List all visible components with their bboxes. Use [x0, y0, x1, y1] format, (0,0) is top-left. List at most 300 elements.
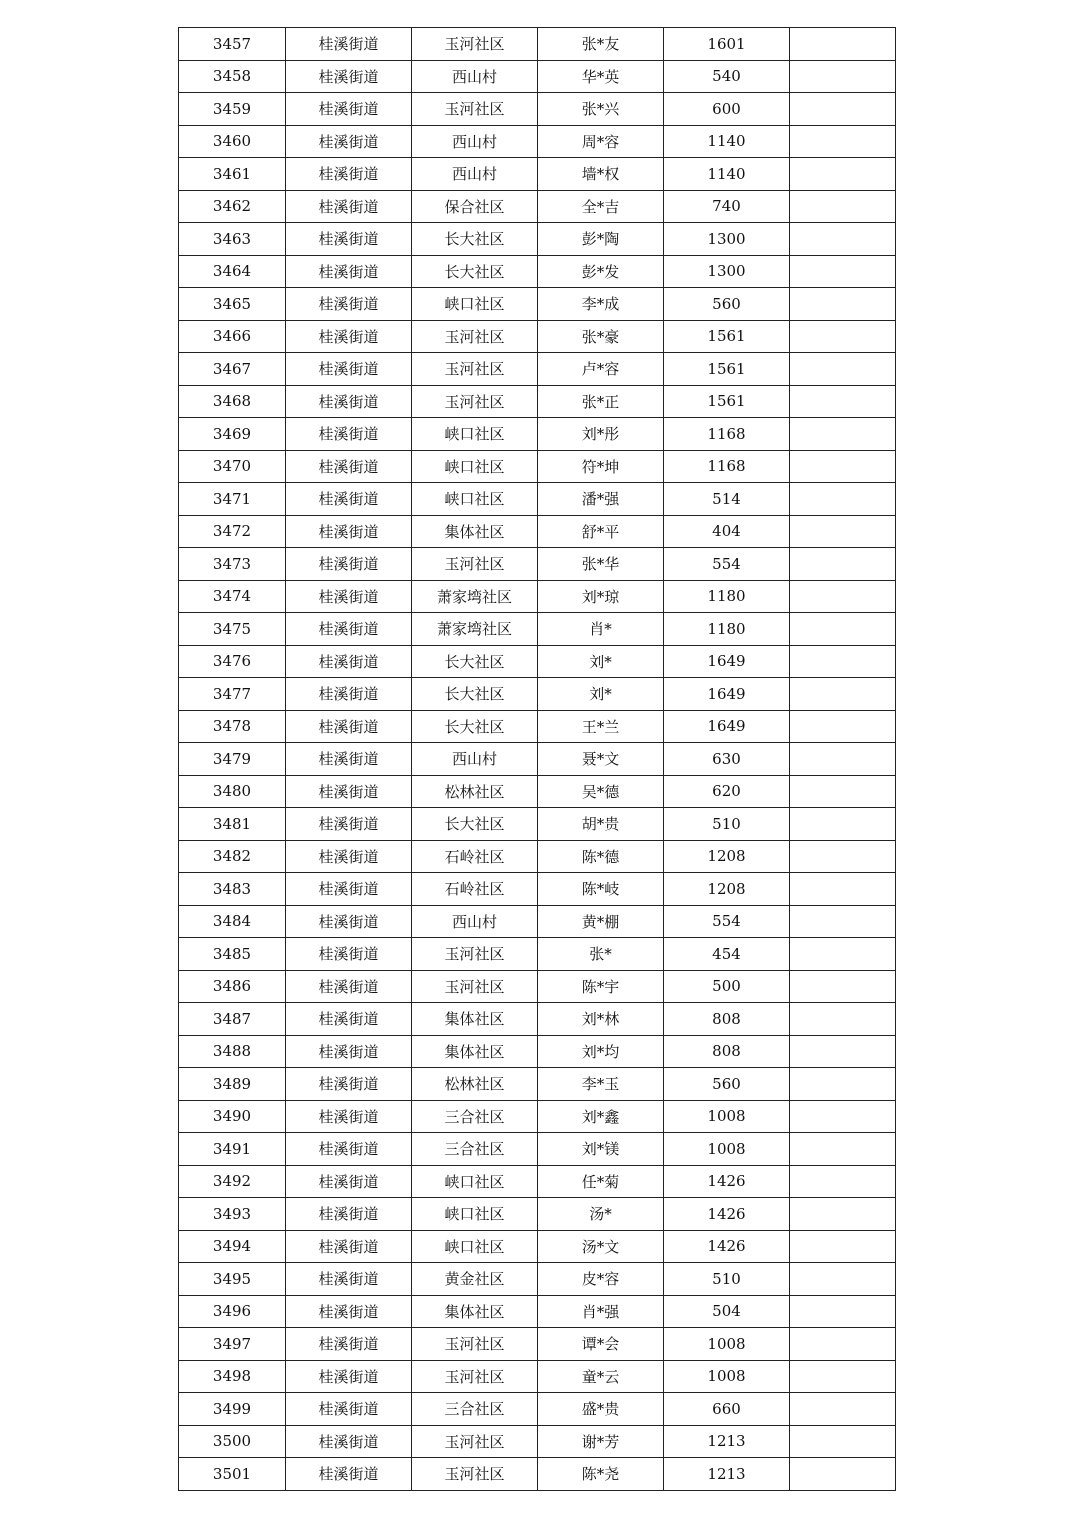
cell-name: 刘*鑫 [538, 1100, 664, 1133]
cell-name: 刘* [538, 678, 664, 711]
cell-amount: 404 [664, 515, 790, 548]
cell-name: 陈*德 [538, 840, 664, 873]
cell-serial-number: 3492 [179, 1165, 286, 1198]
cell-community: 玉河社区 [412, 385, 538, 418]
cell-remark [790, 255, 896, 288]
table-row [179, 1165, 896, 1198]
cell-serial-number: 3466 [179, 320, 286, 353]
cell-name: 肖* [538, 613, 664, 646]
table-row [179, 320, 896, 353]
cell-remark [790, 873, 896, 906]
cell-name: 彭*发 [538, 255, 664, 288]
table-row [179, 1003, 896, 1036]
cell-community: 玉河社区 [412, 353, 538, 386]
cell-street: 桂溪街道 [286, 288, 412, 321]
table-row [179, 645, 896, 678]
cell-serial-number: 3479 [179, 743, 286, 776]
table-row [179, 483, 896, 516]
cell-community: 玉河社区 [412, 970, 538, 1003]
cell-remark [790, 1328, 896, 1361]
cell-street: 桂溪街道 [286, 125, 412, 158]
cell-amount: 620 [664, 775, 790, 808]
table-row [179, 28, 896, 61]
cell-serial-number: 3469 [179, 418, 286, 451]
cell-community: 峡口社区 [412, 450, 538, 483]
cell-name: 聂*文 [538, 743, 664, 776]
table-row [179, 1133, 896, 1166]
cell-serial-number: 3477 [179, 678, 286, 711]
cell-serial-number: 3471 [179, 483, 286, 516]
cell-amount: 1008 [664, 1360, 790, 1393]
cell-street: 桂溪街道 [286, 223, 412, 256]
cell-name: 汤*文 [538, 1230, 664, 1263]
cell-amount: 808 [664, 1003, 790, 1036]
cell-amount: 1426 [664, 1165, 790, 1198]
cell-name: 符*坤 [538, 450, 664, 483]
cell-community: 集体社区 [412, 1035, 538, 1068]
cell-name: 舒*平 [538, 515, 664, 548]
cell-name: 刘*彤 [538, 418, 664, 451]
cell-remark [790, 320, 896, 353]
cell-amount: 554 [664, 548, 790, 581]
cell-remark [790, 223, 896, 256]
cell-community: 西山村 [412, 60, 538, 93]
cell-street: 桂溪街道 [286, 645, 412, 678]
cell-amount: 1426 [664, 1230, 790, 1263]
cell-remark [790, 483, 896, 516]
cell-amount: 1649 [664, 710, 790, 743]
cell-amount: 1140 [664, 158, 790, 191]
table-row [179, 418, 896, 451]
cell-remark [790, 450, 896, 483]
table-row [179, 190, 896, 223]
cell-remark [790, 548, 896, 581]
cell-community: 西山村 [412, 905, 538, 938]
table-row [179, 1393, 896, 1426]
cell-amount: 560 [664, 288, 790, 321]
cell-remark [790, 970, 896, 1003]
cell-serial-number: 3473 [179, 548, 286, 581]
cell-name: 谭*会 [538, 1328, 664, 1361]
cell-name: 张*兴 [538, 93, 664, 126]
table-row [179, 385, 896, 418]
cell-street: 桂溪街道 [286, 970, 412, 1003]
cell-street: 桂溪街道 [286, 808, 412, 841]
cell-serial-number: 3495 [179, 1263, 286, 1296]
cell-remark [790, 710, 896, 743]
cell-amount: 1213 [664, 1425, 790, 1458]
cell-amount: 1561 [664, 385, 790, 418]
cell-serial-number: 3462 [179, 190, 286, 223]
cell-amount: 1300 [664, 223, 790, 256]
table-row [179, 743, 896, 776]
cell-street: 桂溪街道 [286, 1425, 412, 1458]
cell-remark [790, 1003, 896, 1036]
cell-community: 峡口社区 [412, 483, 538, 516]
cell-street: 桂溪街道 [286, 938, 412, 971]
cell-amount: 600 [664, 93, 790, 126]
cell-serial-number: 3480 [179, 775, 286, 808]
cell-name: 周*容 [538, 125, 664, 158]
table-row [179, 60, 896, 93]
cell-serial-number: 3475 [179, 613, 286, 646]
table-row [179, 1100, 896, 1133]
cell-amount: 1561 [664, 353, 790, 386]
cell-street: 桂溪街道 [286, 1328, 412, 1361]
cell-remark [790, 840, 896, 873]
cell-community: 石岭社区 [412, 840, 538, 873]
cell-remark [790, 645, 896, 678]
cell-remark [790, 775, 896, 808]
cell-street: 桂溪街道 [286, 353, 412, 386]
table-row [179, 93, 896, 126]
cell-name: 彭*陶 [538, 223, 664, 256]
cell-name: 张*豪 [538, 320, 664, 353]
cell-amount: 1008 [664, 1328, 790, 1361]
cell-remark [790, 418, 896, 451]
cell-serial-number: 3501 [179, 1458, 286, 1491]
cell-amount: 1649 [664, 645, 790, 678]
cell-community: 玉河社区 [412, 93, 538, 126]
cell-serial-number: 3491 [179, 1133, 286, 1166]
cell-street: 桂溪街道 [286, 1295, 412, 1328]
cell-serial-number: 3484 [179, 905, 286, 938]
cell-community: 石岭社区 [412, 873, 538, 906]
cell-community: 长大社区 [412, 255, 538, 288]
table-row [179, 580, 896, 613]
cell-amount: 1213 [664, 1458, 790, 1491]
cell-remark [790, 678, 896, 711]
cell-remark [790, 580, 896, 613]
cell-street: 桂溪街道 [286, 1100, 412, 1133]
cell-remark [790, 93, 896, 126]
cell-community: 长大社区 [412, 645, 538, 678]
cell-name: 华*英 [538, 60, 664, 93]
cell-name: 皮*容 [538, 1263, 664, 1296]
cell-name: 张*正 [538, 385, 664, 418]
cell-community: 长大社区 [412, 678, 538, 711]
cell-serial-number: 3483 [179, 873, 286, 906]
table-row [179, 808, 896, 841]
cell-community: 峡口社区 [412, 1230, 538, 1263]
cell-community: 峡口社区 [412, 1198, 538, 1231]
cell-community: 西山村 [412, 743, 538, 776]
cell-street: 桂溪街道 [286, 1263, 412, 1296]
cell-serial-number: 3482 [179, 840, 286, 873]
cell-name: 陈*岐 [538, 873, 664, 906]
cell-serial-number: 3476 [179, 645, 286, 678]
table-row [179, 1230, 896, 1263]
cell-remark [790, 1393, 896, 1426]
cell-amount: 504 [664, 1295, 790, 1328]
cell-remark [790, 288, 896, 321]
cell-street: 桂溪街道 [286, 483, 412, 516]
table-row [179, 158, 896, 191]
cell-street: 桂溪街道 [286, 1003, 412, 1036]
cell-serial-number: 3500 [179, 1425, 286, 1458]
cell-street: 桂溪街道 [286, 28, 412, 61]
records-table [178, 27, 896, 1491]
table-row [179, 288, 896, 321]
cell-community: 集体社区 [412, 515, 538, 548]
cell-remark [790, 1360, 896, 1393]
cell-remark [790, 743, 896, 776]
cell-amount: 660 [664, 1393, 790, 1426]
table-row [179, 710, 896, 743]
cell-amount: 1168 [664, 450, 790, 483]
table-row [179, 125, 896, 158]
cell-remark [790, 905, 896, 938]
cell-amount: 808 [664, 1035, 790, 1068]
table-row [179, 223, 896, 256]
cell-amount: 540 [664, 60, 790, 93]
cell-street: 桂溪街道 [286, 678, 412, 711]
cell-serial-number: 3457 [179, 28, 286, 61]
cell-name: 刘* [538, 645, 664, 678]
cell-serial-number: 3497 [179, 1328, 286, 1361]
cell-name: 潘*强 [538, 483, 664, 516]
cell-community: 集体社区 [412, 1295, 538, 1328]
table-row [179, 1458, 896, 1491]
cell-name: 张*华 [538, 548, 664, 581]
cell-street: 桂溪街道 [286, 1198, 412, 1231]
cell-serial-number: 3474 [179, 580, 286, 613]
table-row [179, 255, 896, 288]
cell-serial-number: 3458 [179, 60, 286, 93]
cell-street: 桂溪街道 [286, 385, 412, 418]
cell-amount: 1561 [664, 320, 790, 353]
cell-amount: 1601 [664, 28, 790, 61]
cell-amount: 454 [664, 938, 790, 971]
table-row [179, 840, 896, 873]
cell-name: 李*成 [538, 288, 664, 321]
cell-street: 桂溪街道 [286, 873, 412, 906]
cell-street: 桂溪街道 [286, 580, 412, 613]
cell-amount: 1649 [664, 678, 790, 711]
table-row [179, 1035, 896, 1068]
table-row [179, 1425, 896, 1458]
cell-serial-number: 3465 [179, 288, 286, 321]
cell-remark [790, 1425, 896, 1458]
cell-amount: 510 [664, 1263, 790, 1296]
cell-amount: 1008 [664, 1100, 790, 1133]
cell-street: 桂溪街道 [286, 548, 412, 581]
cell-remark [790, 1295, 896, 1328]
cell-community: 峡口社区 [412, 288, 538, 321]
cell-amount: 740 [664, 190, 790, 223]
cell-street: 桂溪街道 [286, 840, 412, 873]
table-row [179, 1198, 896, 1231]
cell-amount: 1180 [664, 580, 790, 613]
cell-serial-number: 3481 [179, 808, 286, 841]
cell-remark [790, 938, 896, 971]
cell-community: 长大社区 [412, 808, 538, 841]
cell-community: 玉河社区 [412, 1328, 538, 1361]
cell-remark [790, 1458, 896, 1491]
table-row [179, 515, 896, 548]
cell-street: 桂溪街道 [286, 1165, 412, 1198]
cell-community: 玉河社区 [412, 548, 538, 581]
cell-street: 桂溪街道 [286, 743, 412, 776]
cell-community: 萧家塆社区 [412, 580, 538, 613]
cell-name: 刘*林 [538, 1003, 664, 1036]
cell-amount: 1008 [664, 1133, 790, 1166]
cell-name: 谢*芳 [538, 1425, 664, 1458]
records-table-body [179, 28, 896, 1491]
cell-community: 松林社区 [412, 1068, 538, 1101]
cell-serial-number: 3468 [179, 385, 286, 418]
table-row [179, 548, 896, 581]
cell-serial-number: 3461 [179, 158, 286, 191]
cell-street: 桂溪街道 [286, 710, 412, 743]
cell-name: 李*玉 [538, 1068, 664, 1101]
cell-remark [790, 1165, 896, 1198]
cell-serial-number: 3464 [179, 255, 286, 288]
cell-remark [790, 1263, 896, 1296]
cell-community: 西山村 [412, 158, 538, 191]
cell-community: 玉河社区 [412, 320, 538, 353]
cell-remark [790, 28, 896, 61]
cell-serial-number: 3496 [179, 1295, 286, 1328]
cell-name: 黄*棚 [538, 905, 664, 938]
cell-street: 桂溪街道 [286, 418, 412, 451]
cell-amount: 500 [664, 970, 790, 1003]
table-row [179, 1295, 896, 1328]
cell-amount: 1300 [664, 255, 790, 288]
cell-name: 张* [538, 938, 664, 971]
cell-amount: 1208 [664, 873, 790, 906]
cell-community: 保合社区 [412, 190, 538, 223]
cell-remark [790, 385, 896, 418]
cell-street: 桂溪街道 [286, 450, 412, 483]
cell-name: 陈*宇 [538, 970, 664, 1003]
cell-amount: 1426 [664, 1198, 790, 1231]
table-row [179, 1328, 896, 1361]
cell-community: 玉河社区 [412, 1458, 538, 1491]
cell-name: 胡*贵 [538, 808, 664, 841]
cell-name: 王*兰 [538, 710, 664, 743]
cell-serial-number: 3478 [179, 710, 286, 743]
cell-community: 三合社区 [412, 1133, 538, 1166]
table-row [179, 938, 896, 971]
cell-serial-number: 3486 [179, 970, 286, 1003]
cell-serial-number: 3490 [179, 1100, 286, 1133]
cell-name: 童*云 [538, 1360, 664, 1393]
cell-street: 桂溪街道 [286, 1035, 412, 1068]
cell-remark [790, 1230, 896, 1263]
cell-community: 玉河社区 [412, 938, 538, 971]
cell-remark [790, 60, 896, 93]
cell-remark [790, 1100, 896, 1133]
cell-serial-number: 3499 [179, 1393, 286, 1426]
cell-street: 桂溪街道 [286, 1393, 412, 1426]
cell-serial-number: 3460 [179, 125, 286, 158]
cell-name: 任*菊 [538, 1165, 664, 1198]
cell-name: 张*友 [538, 28, 664, 61]
cell-name: 墙*权 [538, 158, 664, 191]
cell-serial-number: 3470 [179, 450, 286, 483]
cell-amount: 554 [664, 905, 790, 938]
cell-community: 峡口社区 [412, 418, 538, 451]
table-row [179, 970, 896, 1003]
cell-name: 刘*镁 [538, 1133, 664, 1166]
cell-name: 刘*琼 [538, 580, 664, 613]
table-row [179, 905, 896, 938]
cell-community: 长大社区 [412, 223, 538, 256]
cell-remark [790, 1035, 896, 1068]
cell-name: 刘*均 [538, 1035, 664, 1068]
table-row [179, 353, 896, 386]
table-row [179, 450, 896, 483]
cell-serial-number: 3494 [179, 1230, 286, 1263]
table-row [179, 775, 896, 808]
cell-name: 吴*德 [538, 775, 664, 808]
cell-street: 桂溪街道 [286, 1360, 412, 1393]
table-row [179, 873, 896, 906]
cell-street: 桂溪街道 [286, 255, 412, 288]
cell-community: 玉河社区 [412, 28, 538, 61]
cell-community: 三合社区 [412, 1393, 538, 1426]
cell-community: 西山村 [412, 125, 538, 158]
cell-name: 肖*强 [538, 1295, 664, 1328]
cell-remark [790, 1068, 896, 1101]
cell-street: 桂溪街道 [286, 515, 412, 548]
cell-amount: 1208 [664, 840, 790, 873]
cell-street: 桂溪街道 [286, 1133, 412, 1166]
cell-community: 萧家塆社区 [412, 613, 538, 646]
cell-remark [790, 1133, 896, 1166]
cell-name: 盛*贵 [538, 1393, 664, 1426]
cell-street: 桂溪街道 [286, 1068, 412, 1101]
cell-community: 三合社区 [412, 1100, 538, 1133]
cell-remark [790, 613, 896, 646]
cell-remark [790, 808, 896, 841]
cell-serial-number: 3487 [179, 1003, 286, 1036]
cell-community: 玉河社区 [412, 1360, 538, 1393]
cell-amount: 1140 [664, 125, 790, 158]
cell-community: 峡口社区 [412, 1165, 538, 1198]
table-row [179, 1263, 896, 1296]
cell-remark [790, 190, 896, 223]
cell-remark [790, 353, 896, 386]
cell-street: 桂溪街道 [286, 905, 412, 938]
cell-name: 全*吉 [538, 190, 664, 223]
cell-serial-number: 3493 [179, 1198, 286, 1231]
cell-serial-number: 3485 [179, 938, 286, 971]
cell-amount: 1168 [664, 418, 790, 451]
cell-street: 桂溪街道 [286, 1230, 412, 1263]
cell-amount: 560 [664, 1068, 790, 1101]
cell-name: 汤* [538, 1198, 664, 1231]
cell-serial-number: 3488 [179, 1035, 286, 1068]
cell-street: 桂溪街道 [286, 1458, 412, 1491]
cell-amount: 630 [664, 743, 790, 776]
table-row [179, 678, 896, 711]
cell-remark [790, 125, 896, 158]
cell-name: 陈*尧 [538, 1458, 664, 1491]
cell-amount: 510 [664, 808, 790, 841]
cell-serial-number: 3459 [179, 93, 286, 126]
cell-amount: 1180 [664, 613, 790, 646]
cell-serial-number: 3472 [179, 515, 286, 548]
cell-community: 黄金社区 [412, 1263, 538, 1296]
cell-street: 桂溪街道 [286, 60, 412, 93]
cell-serial-number: 3498 [179, 1360, 286, 1393]
cell-name: 卢*容 [538, 353, 664, 386]
cell-community: 集体社区 [412, 1003, 538, 1036]
cell-community: 玉河社区 [412, 1425, 538, 1458]
table-row [179, 1068, 896, 1101]
